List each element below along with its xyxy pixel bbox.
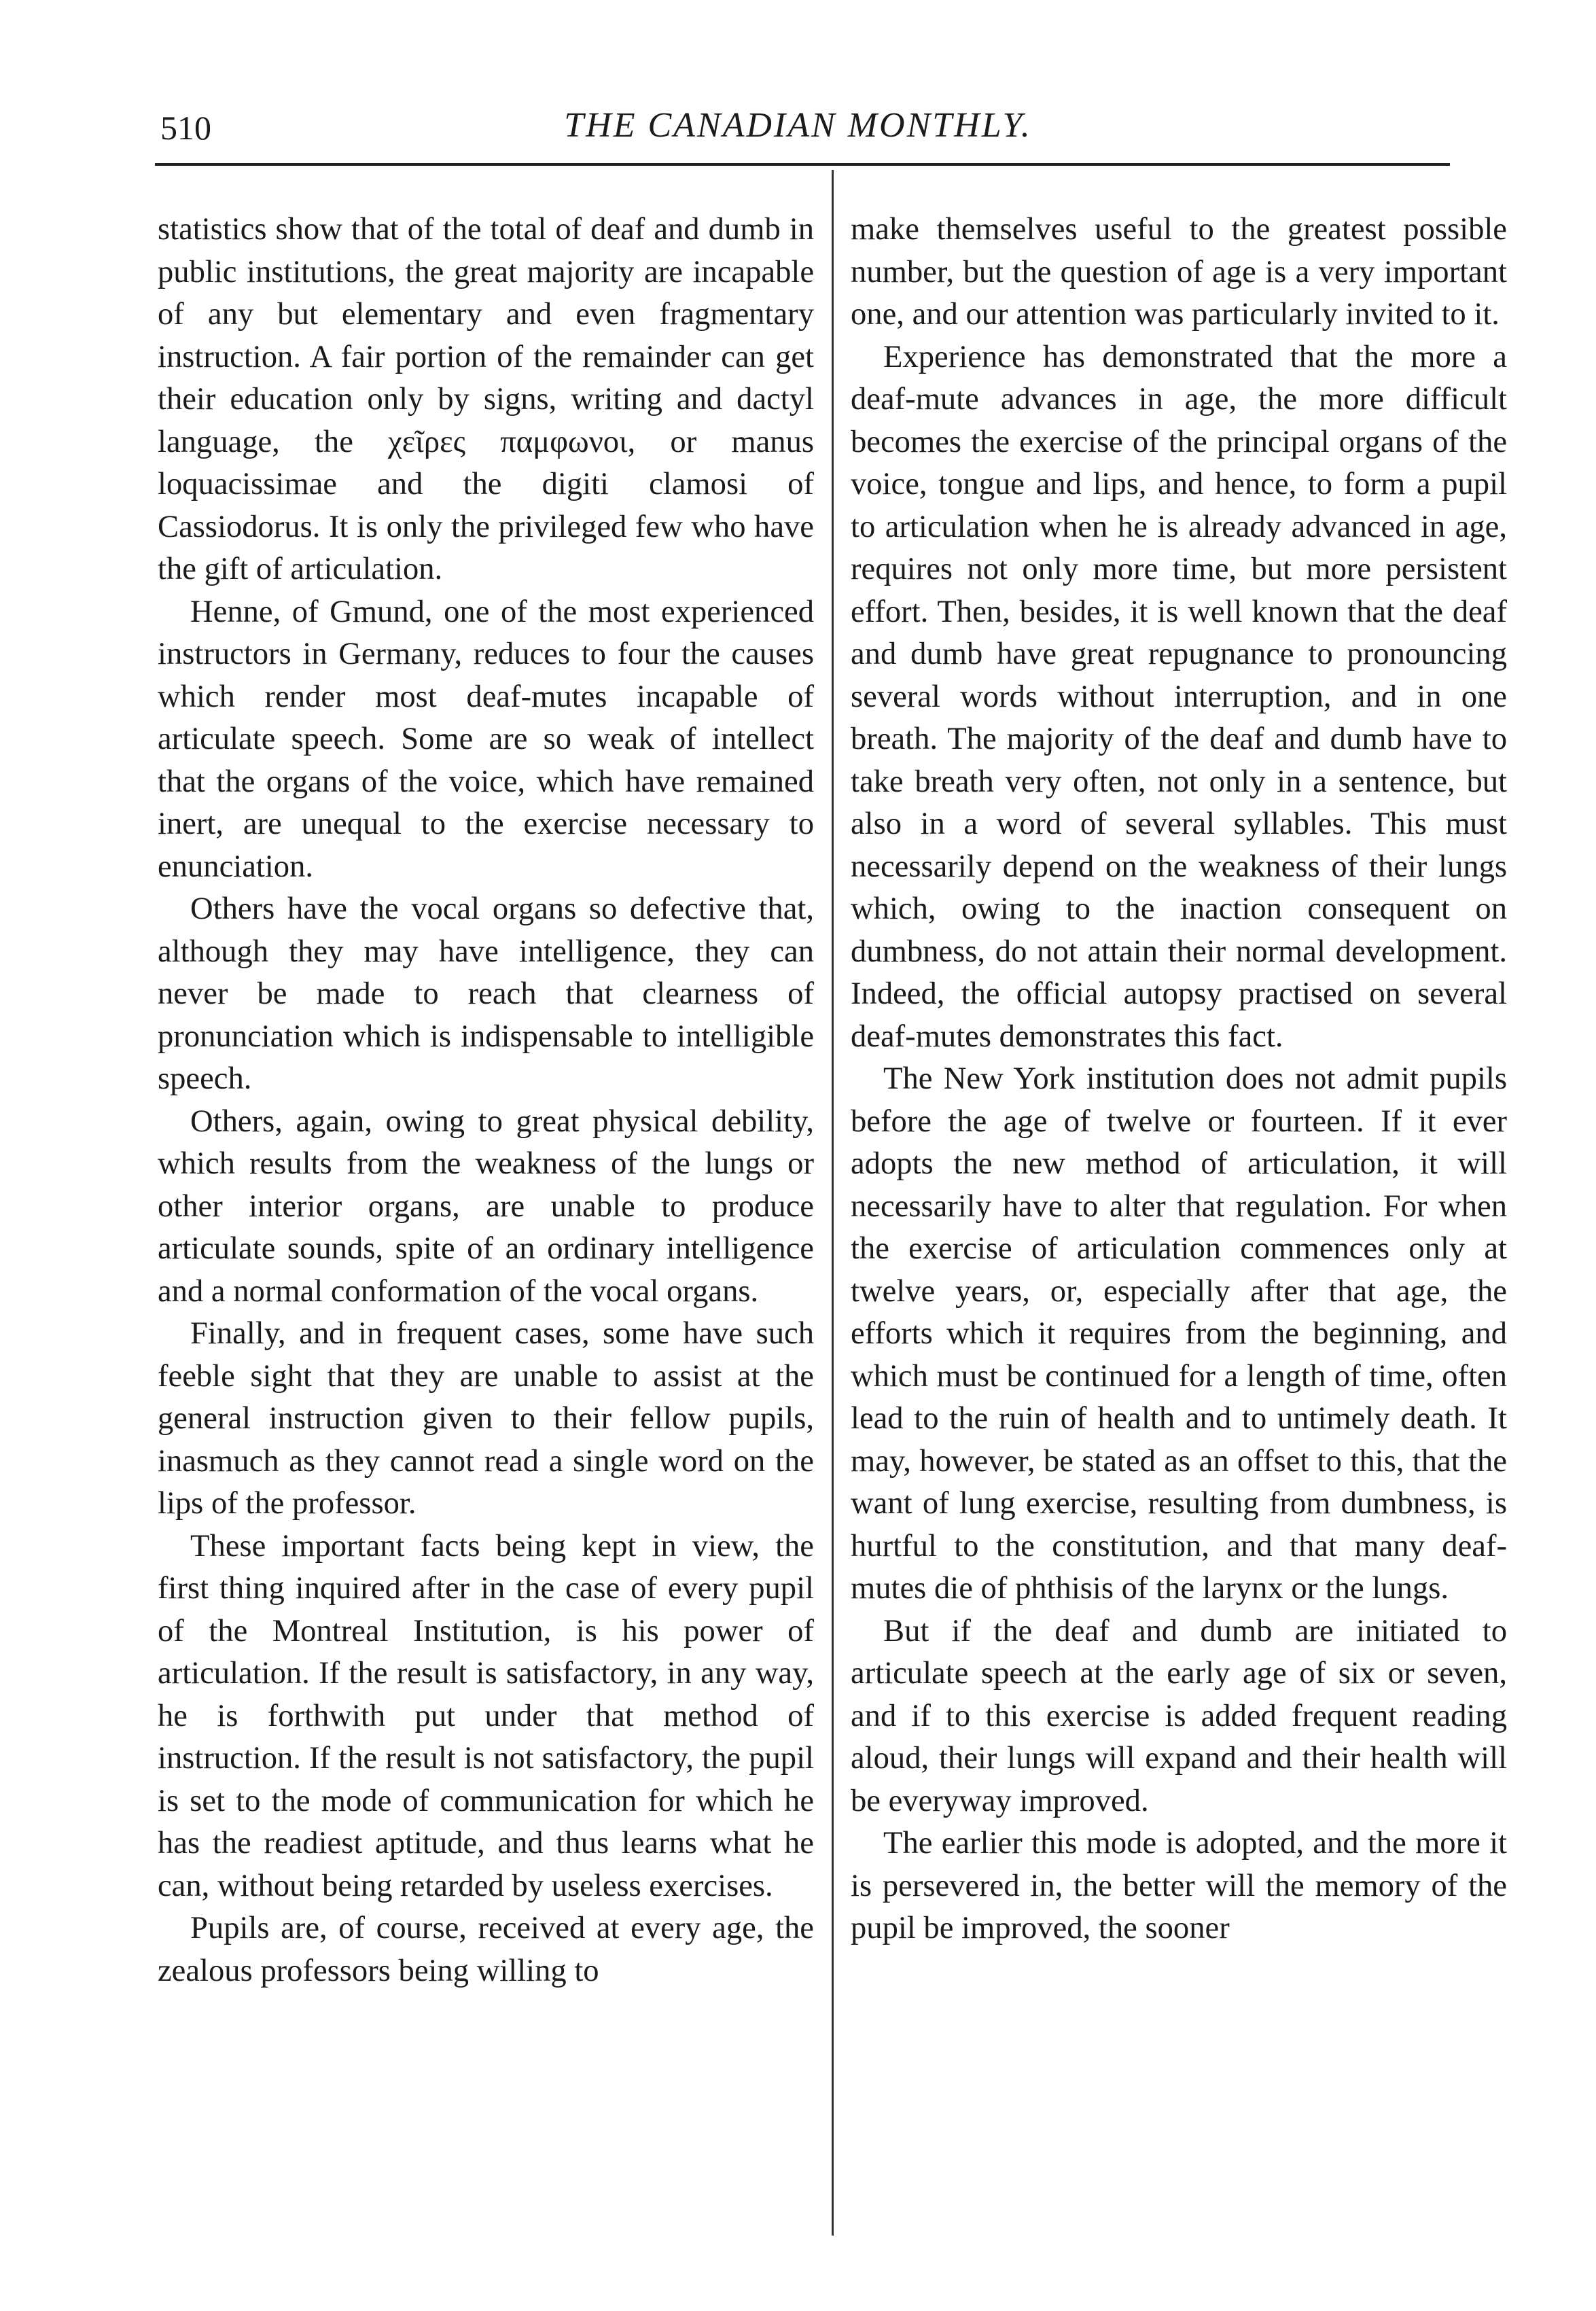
right-paragraph-1: make themselves useful to the greatest possible number, but the question of age is a very important one, and our attention was particularly invited to it. [851, 211, 1507, 332]
page-number: 510 [160, 109, 211, 147]
greek-phrase: χεῖρες παμφωνοι [388, 423, 628, 459]
header-rule [155, 163, 1450, 166]
latin-phrase: manus loquacissimae [158, 423, 815, 501]
left-p1-text-mid-1: , or [627, 423, 732, 459]
left-paragraph-1 [158, 208, 814, 590]
left-paragraph-7: Pupils are, of course, received at every age, the zealous professors being willing to [158, 1910, 814, 1988]
right-paragraph-3: The New York institution does not admit pupils before the age of twelve or fourteen. If it ever adopts the new method of articulation, it will necessarily have to alter that regulation. For when the exercise of articulation commences only at twelve years, or, especially after that age, the efforts which it requires from the beginning, and which must be continued for a length of time, often lead to the ruin of health and to untimely death. It may, however, be stated as an offset to this, that the want of lung exercise, resulting from dumbness, is hurtful to the constitution, and that many deaf-mutes die of phthisis of the larynx or the lungs. [851, 1061, 1507, 1606]
left-p1-text-before-greek: statistics show that of the total of deaf and dumb in public institutions, the great majority are incapable of any but elementary and even fragmentary instruction. A fair portion of the remainder can get their education only by signs, writing and dactyl language, the [158, 211, 814, 459]
column-divider [832, 170, 834, 2236]
left-column [158, 208, 814, 1992]
right-paragraph-2: Experience has demonstrated that the more a deaf-mute advances in age, the more difficult becomes the exercise of the principal organs of the voice, tongue and lips, and hence, to form a pupil to articulation when he is already advanced in age, requires not only more time, but more persistent effort. Then, besides, it is well known that the deaf and dumb have great repugnance to pronouncing several words without interruption, and in one breath. The majority of the deaf and dumb have to take breath very often, not only in a sentence, but also in a word of several syllables. This must necessarily depend on the weakness of their lungs which, owing to the inaction consequent on dumbness, do not attain their normal development. Indeed, the official autopsy practised on several deaf-mutes demonstrates this fact. [851, 338, 1507, 1054]
latin-term: digiti clamosi [542, 466, 748, 501]
left-paragraph-6: These important facts being kept in view, the first thing inquired after in the case of every pupil of the Montreal Institution, is his power of articulation. If the result is satisfactory, in any way, he is forthwith put under that method of instruction. If the result is not satisfactory, the pupil is set to the mode of communication for which he has the readiest aptitude, and thus learns what he can, without being retarded by useless exercises. [158, 1528, 814, 1903]
right-column [851, 208, 1507, 1950]
left-p1-text-after: of Cassiodorus. It is only the privileged few who have the gift of articulation. [158, 466, 814, 586]
left-paragraph-2: Henne, of Gmund, one of the most experienced instructors in Germany, reduces to four the causes which render most deaf-mutes incapable of articulate speech. Some are so weak of intellect that the organs of the voice, which have remained inert, are unequal to the exercise necessary to enunciation. [158, 593, 814, 884]
right-paragraph-4: But if the deaf and dumb are initiated to articulate speech at the early age of six or seven, and if to this exercise is added frequent reading aloud, their lungs will expand and their health will be everyway improved. [851, 1612, 1507, 1818]
running-title: THE CANADIAN MONTHLY. [564, 106, 1032, 145]
right-paragraph-5: The earlier this mode is adopted, and the more it is persevered in, the better will the memory of the pupil be improved, the sooner [851, 1825, 1507, 1945]
left-paragraph-5: Finally, and in frequent cases, some have such feeble sight that they are unable to assist at the general instruction given to their fellow pupils, inasmuch as they cannot read a single word on the lips of the professor. [158, 1316, 814, 1521]
left-p1-text-mid-2: and the [336, 466, 542, 501]
left-paragraph-4: Others, again, owing to great physical debility, which results from the weakness of the lungs or other interior organs, are unable to produce articulate sounds, spite of an ordinary intelligence and a normal conformation of the vocal organs. [158, 1103, 814, 1309]
left-paragraph-3: Others have the vocal organs so defective that, although they may have intelligence, they can never be made to reach that clearness of pronunciation which is indispensable to intelligible speech. [158, 891, 814, 1096]
